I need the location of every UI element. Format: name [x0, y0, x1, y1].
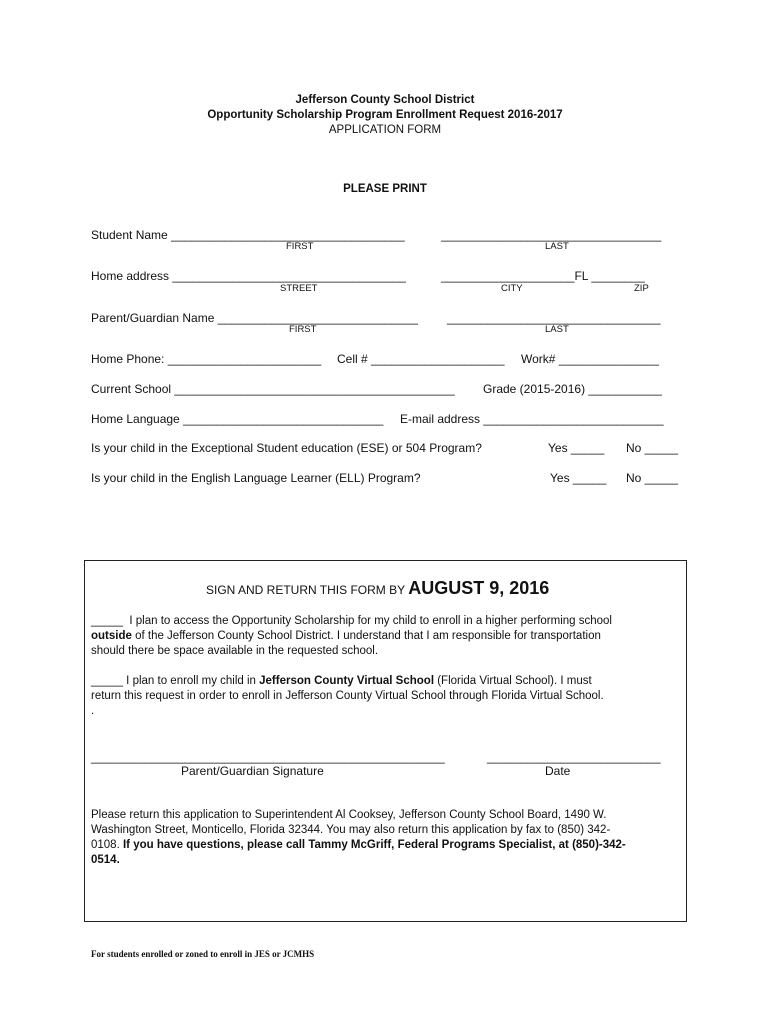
district-title: Jefferson County School District	[295, 94, 475, 106]
ell-question: Is your child in the English Language Learner (ELL) Program?	[91, 471, 421, 485]
return-line2: Washington Street, Monticello, Florida 32344. You may also return this application by fax to (850) 342-	[91, 824, 611, 836]
return-line3	[91, 838, 681, 853]
sign-heading	[206, 578, 549, 599]
option1-line1	[91, 614, 681, 629]
return-line4: 0514.	[91, 854, 120, 866]
home-address-field[interactable]: Home address ___________________________________	[91, 269, 406, 283]
home-phone-field[interactable]: Home Phone: _______________________	[91, 352, 322, 366]
cell-field[interactable]: Cell # ____________________	[337, 352, 505, 366]
guardian-name-field[interactable]: Parent/Guardian Name ______________________________	[91, 311, 418, 325]
street-sublabel: STREET	[280, 283, 318, 294]
return-line1: Please return this application to Superintendent Al Cooksey, Jefferson County School Board, 1490 W.	[91, 809, 607, 821]
form-type: APPLICATION FORM	[328, 124, 442, 136]
option1-line2	[91, 629, 681, 644]
ese-question: Is your child in the Exceptional Student education (ESE) or 504 Program?	[91, 441, 482, 455]
option2-pre: I plan to enroll my child in	[122, 675, 260, 687]
option1-bold-word: outside	[91, 630, 132, 642]
option-virtual-school	[91, 674, 681, 719]
student-name-field[interactable]: Student Name ___________________________________	[91, 228, 405, 242]
ell-yes-field[interactable]: Yes _____	[550, 471, 607, 485]
return-line3-bold: If you have questions, please call Tammy McGriff, Federal Programs Specialist, at (850)-342-	[122, 839, 626, 851]
date-line[interactable]: __________________________	[487, 750, 661, 764]
student-last-sublabel: LAST	[545, 241, 569, 252]
return-line3-pre: 0108.	[91, 839, 123, 851]
grade-field[interactable]: Grade (2015-2016) ___________	[483, 382, 662, 396]
signature-label: Parent/Guardian Signature	[181, 764, 324, 778]
guardian-last-sublabel: LAST	[545, 324, 569, 335]
ese-yes-field[interactable]: Yes _____	[548, 441, 605, 455]
guardian-first-sublabel: FIRST	[289, 324, 317, 335]
option1-text-line1: I plan to access the Opportunity Scholarship for my child to enroll in a higher performing school	[129, 615, 612, 627]
footer-note: For students enrolled or zoned to enroll in JES or JCMHS	[91, 949, 315, 959]
option2-line1	[91, 674, 681, 689]
option2-blank[interactable]: _____	[91, 675, 123, 687]
option2-post: (Florida Virtual School). I must	[434, 675, 592, 687]
work-phone-field[interactable]: Work# _______________	[521, 352, 659, 366]
guardian-last-name-field[interactable]: ________________________________	[447, 311, 661, 325]
option2-text-line2: return this request in order to enroll in Jefferson County Virtual School through Florida Virtual School.	[91, 690, 604, 702]
student-first-sublabel: FIRST	[286, 241, 314, 252]
sign-heading-prefix: SIGN AND RETURN THIS FORM BY	[206, 583, 405, 597]
option1-blank[interactable]: _____	[91, 615, 123, 627]
program-title: Opportunity Scholarship Program Enrollment Request 2016-2017	[207, 109, 563, 121]
current-school-field[interactable]: Current School __________________________________________	[91, 382, 455, 396]
student-last-name-field[interactable]: _________________________________	[441, 228, 662, 242]
ese-no-field[interactable]: No _____	[626, 441, 679, 455]
email-field[interactable]: E-mail address ___________________________	[400, 412, 664, 426]
option1-text-line2: of the Jefferson County School District. I understand that I am responsible for transportation	[131, 630, 601, 642]
city-sublabel: CITY	[501, 283, 523, 294]
deadline-date: AUGUST 9, 2016	[408, 578, 550, 598]
option-outside-district	[91, 614, 681, 659]
option2-bold: Jefferson County Virtual School	[259, 675, 435, 687]
return-instructions	[91, 808, 681, 868]
city-zip-field[interactable]: ____________________FL ________	[441, 269, 645, 283]
please-print: PLEASE PRINT	[343, 183, 427, 195]
date-label: Date	[545, 764, 571, 778]
signature-line[interactable]: _____________________________________________________	[91, 750, 445, 764]
option1-text-line3: should there be space available in the requested school.	[91, 645, 379, 657]
ell-no-field[interactable]: No _____	[626, 471, 679, 485]
option2-text-line3: .	[91, 705, 95, 717]
home-language-field[interactable]: Home Language ______________________________	[91, 412, 384, 426]
zip-sublabel: ZIP	[634, 283, 649, 294]
